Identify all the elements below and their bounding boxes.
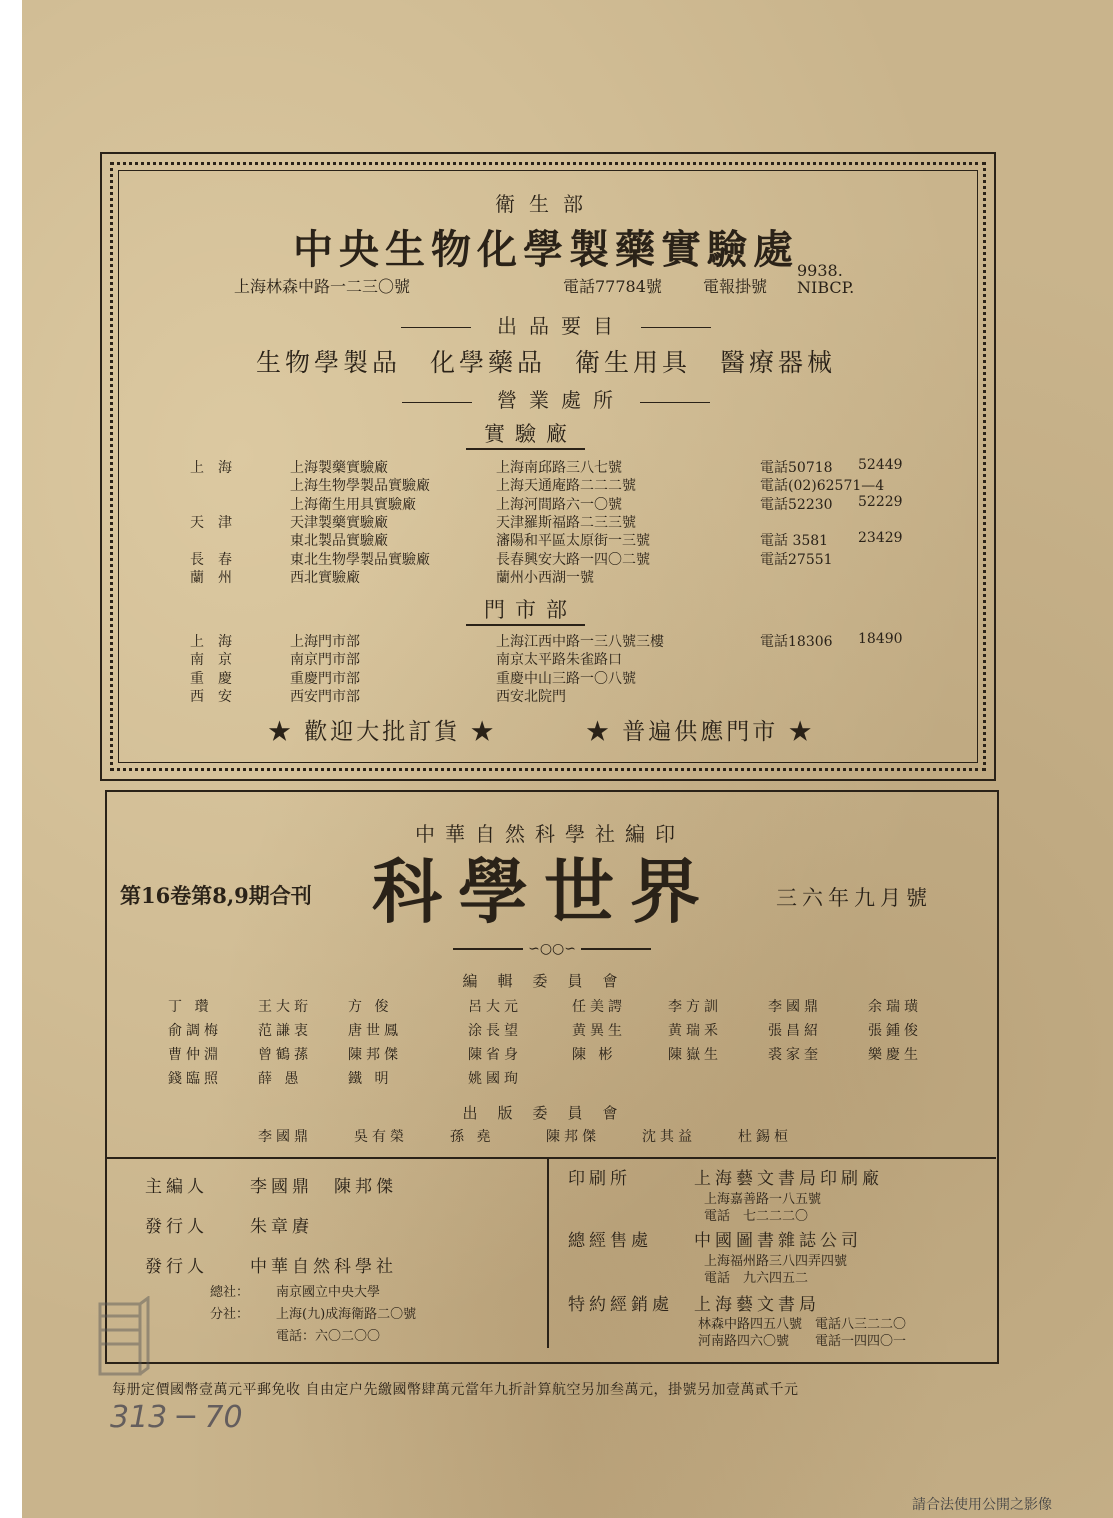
member-name: 任美諤 <box>572 999 626 1015</box>
address-cell: 上海南邱路三八七號 <box>496 460 622 476</box>
city-cell: 上 海 <box>190 634 232 650</box>
table-row <box>190 686 930 704</box>
address-cell: 瀋陽和平區太原街一三號 <box>496 533 650 550</box>
phone-cell: 電話50718 <box>760 460 833 476</box>
publisher-label: 發行人 <box>145 1257 208 1277</box>
slogan-wholesale: ★ 歡迎大批訂貨 ★ <box>268 719 497 745</box>
journal-title: 科學世界 <box>372 850 716 933</box>
watermark: 請合法使用公開之影像 <box>912 1497 1052 1513</box>
member-name: 黄瑞釆 <box>668 1023 722 1039</box>
member-name: 曾鶴蓀 <box>258 1047 312 1063</box>
name-cell: 上海生物學製品實驗廠 <box>290 478 430 495</box>
name-cell: 東北製品實驗廠 <box>290 533 388 550</box>
distributor-address: 上海福州路三八四弄四號 <box>704 1254 848 1269</box>
table-row <box>190 475 930 493</box>
printer-address: 上海嘉善路一八五號 <box>704 1192 822 1207</box>
slogan-retail: ★ 普遍供應門市 ★ <box>586 719 815 745</box>
address-cell: 上海江西中路一三八號三樓 <box>496 634 664 650</box>
institute-title: 中央生物化學製藥實驗處 <box>293 226 799 273</box>
branch-address: 上海(九)成海衛路二〇號 <box>276 1307 417 1322</box>
table-row <box>190 549 930 567</box>
city-cell: 天 津 <box>190 514 232 531</box>
publisher-line: 中華自然科學社編印 <box>415 822 685 846</box>
agent-address-2: 河南路四六〇號 電話一四四〇一 <box>698 1334 907 1349</box>
member-name: 孫 堯 <box>450 1129 495 1145</box>
hq-label: 總社： <box>210 1285 250 1300</box>
publishing-heading: 出版委員會 <box>462 1104 638 1122</box>
city-cell: 長 春 <box>190 551 232 568</box>
name-cell: 西北實驗廠 <box>290 569 360 586</box>
address-cell: 長春興安大路一四〇二號 <box>496 551 650 568</box>
member-name: 李國鼎 <box>768 999 822 1015</box>
table-row <box>190 494 930 512</box>
title-ornament: ∽○○∽ <box>453 938 641 957</box>
publisher-name: 中華自然科學社 <box>250 1257 397 1277</box>
member-name: 余瑞璜 <box>868 999 922 1015</box>
member-name: 鐵 明 <box>348 1071 393 1087</box>
handwritten-note: 313 ─ 70 <box>110 1400 243 1435</box>
phone-cell: 電話(02)62571—4 <box>760 478 885 495</box>
distributor-phone: 電話 九六四五二 <box>704 1271 809 1286</box>
address-cell: 上海天通庵路二二二號 <box>496 478 636 495</box>
city-cell: 蘭 州 <box>190 569 232 586</box>
address-cell: 南京太平路朱雀路口 <box>496 652 622 669</box>
member-name: 丁 瓚 <box>168 999 213 1015</box>
phone-cell: 電話52230 <box>760 496 833 513</box>
table-row <box>190 457 930 475</box>
member-name: 姚國珣 <box>468 1071 522 1087</box>
member-name: 陳邦傑 <box>546 1129 600 1145</box>
table-row <box>190 530 930 548</box>
member-name: 王大珩 <box>258 999 312 1015</box>
member-name: 張昌紹 <box>768 1023 822 1039</box>
list-item <box>258 1126 1038 1144</box>
member-name: 沈其益 <box>642 1129 696 1145</box>
branch-phone: 電話：六〇二〇〇 <box>276 1329 381 1344</box>
table-row <box>190 631 930 649</box>
member-name: 曹仲淵 <box>168 1047 222 1063</box>
member-name: 裘家奎 <box>768 1047 822 1063</box>
chief-editors: 李國鼎 陳邦傑 <box>250 1177 397 1197</box>
printer-name: 上海藝文書局印刷廠 <box>694 1169 883 1189</box>
issue-number: 第16卷第8,9期合刊 <box>120 883 312 908</box>
divider-horizontal <box>106 1157 996 1159</box>
divider-vertical <box>547 1158 549 1348</box>
shops-heading: 門市部 <box>466 594 585 624</box>
city-cell: 上 海 <box>190 460 232 476</box>
member-name: 陳省身 <box>468 1047 522 1063</box>
institute-address: 上海林森中路一二三〇號 <box>234 277 411 296</box>
cable-label: 電報掛號 <box>703 277 768 296</box>
branch-label: 分社： <box>210 1307 250 1322</box>
address-cell: 上海河間路六一〇號 <box>496 496 622 513</box>
offices-heading: 營業處所 <box>386 384 726 413</box>
institute-phone: 電話77784號 <box>563 277 662 296</box>
member-name: 杜錫桓 <box>738 1129 792 1145</box>
city-cell: 重 慶 <box>190 670 232 687</box>
ministry-label: 衛生部 <box>495 192 597 216</box>
name-cell: 重慶門市部 <box>290 670 360 687</box>
list-item <box>168 1020 948 1038</box>
chief-editor-label: 主編人 <box>145 1177 208 1197</box>
member-name: 錢臨照 <box>168 1071 222 1087</box>
name-cell: 東北生物學製品實驗廠 <box>290 551 430 568</box>
member-name: 李方訓 <box>668 999 722 1015</box>
phone-cell: 電話27551 <box>760 551 833 568</box>
address-cell: 天津羅斯福路二三三號 <box>496 514 636 531</box>
member-name: 俞調梅 <box>168 1023 222 1039</box>
phone-cell: 52449 <box>858 457 903 473</box>
member-name: 李國鼎 <box>258 1129 312 1145</box>
printer-phone: 電話 七二二二〇 <box>704 1209 809 1224</box>
member-name: 陳邦傑 <box>348 1047 402 1063</box>
member-name: 方 俊 <box>348 999 393 1015</box>
editorial-heading: 編輯委員會 <box>462 972 638 990</box>
list-item <box>168 1044 948 1062</box>
agent-name: 上海藝文書局 <box>694 1295 820 1315</box>
address-cell: 蘭州小西湖一號 <box>496 569 594 586</box>
name-cell: 南京門市部 <box>290 652 360 669</box>
agent-address-1: 林森中路四五八號 電話八三二二〇 <box>698 1317 907 1332</box>
table-row <box>190 668 930 686</box>
list-item <box>168 996 948 1014</box>
member-name: 黄異生 <box>572 1023 626 1039</box>
name-cell: 上海製藥實驗廠 <box>290 460 388 476</box>
name-cell: 上海門市部 <box>290 634 360 650</box>
products-heading: 出品要目 <box>386 310 726 339</box>
distributor-label: 總經售處 <box>568 1231 652 1251</box>
city-cell: 西 安 <box>190 688 232 705</box>
address-cell: 重慶中山三路一〇八號 <box>496 670 636 687</box>
list-item <box>168 1068 948 1086</box>
name-cell: 西安門市部 <box>290 688 360 705</box>
phone-cell: 52229 <box>858 493 903 510</box>
city-cell: 南 京 <box>190 652 232 669</box>
phone-cell: 23429 <box>858 530 903 547</box>
name-cell: 天津製藥實驗廠 <box>290 514 388 531</box>
phone-cell: 18490 <box>858 631 903 647</box>
agent-label: 特約經銷處 <box>568 1295 673 1315</box>
product-list: 生物學製品 化學藥品 衛生用具 醫療器械 <box>255 348 836 377</box>
library-stamp-icon <box>96 1296 151 1381</box>
printer-label: 印刷所 <box>568 1169 631 1189</box>
labs-heading: 實驗廠 <box>466 418 585 448</box>
table-row <box>190 567 930 585</box>
member-name: 陳 彬 <box>572 1047 617 1063</box>
member-name: 呂大元 <box>468 999 522 1015</box>
member-name: 唐世鳳 <box>348 1023 402 1039</box>
table-row <box>190 512 930 530</box>
phone-cell: 電話18306 <box>760 634 833 650</box>
page-margin <box>0 0 22 1518</box>
issuer-name: 朱章賡 <box>250 1217 313 1237</box>
price-line: 每册定價國幣壹萬元平郵免收 自由定户先繳國幣肆萬元當年九折計算航空另加叁萬元，掛號另加壹萬貳千元 <box>112 1382 799 1398</box>
member-name: 薛 愚 <box>258 1071 303 1087</box>
issuer-label: 發行人 <box>145 1217 208 1237</box>
member-name: 張鍾俊 <box>868 1023 922 1039</box>
name-cell: 上海衛生用具實驗廠 <box>290 496 416 513</box>
cable-code: 9938. NIBCP. <box>797 261 855 297</box>
table-row <box>190 649 930 667</box>
distributor-name: 中國圖書雜誌公司 <box>694 1231 862 1251</box>
member-name: 陳嶽生 <box>668 1047 722 1063</box>
hq-address: 南京國立中央大學 <box>276 1285 381 1300</box>
member-name: 樂慶生 <box>868 1047 922 1063</box>
member-name: 涂長望 <box>468 1023 522 1039</box>
member-name: 吳有榮 <box>354 1129 408 1145</box>
issue-date: 三六年九月號 <box>776 886 932 910</box>
phone-cell: 電話 3581 <box>760 533 829 550</box>
address-cell: 西安北院門 <box>496 688 566 705</box>
member-name: 范謙衷 <box>258 1023 312 1039</box>
